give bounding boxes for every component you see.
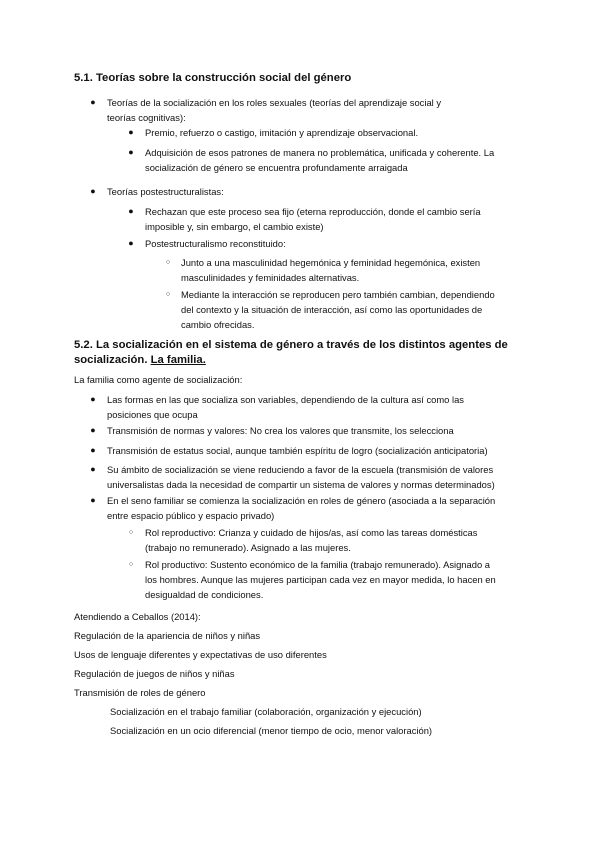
bullet-disc: ● (90, 464, 96, 474)
heading-text: socialización. (74, 354, 151, 366)
list-item-line: Teorías de la socialización en los roles sexuales (teorías del aprendizaje social y (107, 97, 442, 108)
list-item-line: Premio, refuerzo o castigo, imitación y aprendizaje observacional. (145, 127, 419, 138)
text-line: Usos de lenguaje diferentes y expectativas de uso diferentes (74, 649, 327, 660)
list-item-line: Rol reproductivo: Crianza y cuidado de hijos/as, así como las tareas domésticas (145, 527, 478, 538)
bullet-disc: ● (90, 186, 96, 196)
list-item-line: Rol productivo: Sustento económico de la familia (trabajo remunerado). Asignado a (145, 559, 490, 570)
section-heading-5-2-line-2 (74, 353, 206, 368)
list-item-line: (trabajo no remunerado). Asignado a las mujeres. (145, 542, 351, 553)
bullet-disc: ● (90, 97, 96, 107)
list-item-line: Mediante la interacción se reproducen pero también cambian, dependiendo (181, 289, 495, 300)
list-item-line: Su ámbito de socialización se viene reduciendo a favor de la escuela (transmisión de valores (107, 464, 494, 475)
list-item-line: desigualdad de condiciones. (145, 589, 264, 600)
list-item-line: imposible y, sin embargo, el cambio existe) (145, 221, 324, 232)
list-item-line: Transmisión de estatus social, aunque también espíritu de logro (socialización anticipatoria) (107, 445, 488, 456)
list-item-line: Postestructuralismo reconstituido: (145, 238, 286, 249)
list-item-line: masculinidades y feminidades alternativas. (181, 272, 360, 283)
bullet-circle: ○ (128, 529, 134, 536)
list-item-line: Rechazan que este proceso sea fijo (eterna reproducción, donde el cambio sería (145, 206, 481, 217)
list-item-line: Las formas en las que socializa son variables, dependiendo de la cultura así como las (107, 394, 464, 405)
list-item-line: Transmisión de normas y valores: No crea los valores que transmite, los selecciona (107, 425, 454, 436)
bullet-circle: ○ (165, 291, 171, 298)
bullet-circle: ○ (128, 561, 134, 568)
bullet-disc: ● (128, 206, 134, 216)
text-line: Regulación de juegos de niños y niñas (74, 668, 235, 679)
list-item-line: Junto a una masculinidad hegemónica y feminidad hegemónica, existen (181, 257, 481, 268)
bullet-disc: ● (90, 495, 96, 505)
list-item-line: socialización de género se encuentra profundamente arraigada (145, 162, 408, 173)
bullet-disc: ● (128, 127, 134, 137)
heading-underlined-text: La familia. (150, 354, 206, 366)
list-item-line: universalistas dada la necesidad de compartir un sistema de valores y normas determinados) (107, 479, 495, 490)
list-item-line: cambio ofrecidas. (181, 319, 255, 330)
list-item-line: posiciones que ocupa (107, 409, 198, 420)
bullet-disc: ● (90, 425, 96, 435)
bullet-disc: ● (128, 147, 134, 157)
list-item-line: los hombres. Aunque las mujeres participan cada vez en mayor medida, lo hacen en (145, 574, 496, 585)
bullet-disc: ● (90, 394, 96, 404)
text-line: Regulación de la apariencia de niños y niñas (74, 630, 261, 641)
list-item-line: entre espacio público y espacio privado) (107, 510, 275, 521)
list-item-line: Adquisición de esos patrones de manera no problemática, unificada y coherente. La (145, 147, 495, 158)
bullet-disc: ● (90, 445, 96, 455)
list-item-line: En el seno familiar se comienza la socialización en roles de género (asociada a la separación (107, 495, 496, 506)
intro-text: La familia como agente de socialización: (74, 374, 243, 385)
list-item-line: teorías cognitivas): (107, 112, 186, 123)
section-heading-5-2: 5.2. La socialización en el sistema de género a través de los distintos agentes de (74, 339, 508, 351)
text-line: Transmisión de roles de género (74, 687, 206, 698)
list-item-line: del contexto y la situación de interacción, así como las oportunidades de (181, 304, 483, 315)
list-item-line: Teorías postestructuralistas: (107, 186, 224, 197)
indented-text-line: Socialización en un ocio diferencial (menor tiempo de ocio, menor valoración) (110, 725, 433, 736)
bullet-circle: ○ (165, 259, 171, 266)
section-heading-5-1: 5.1. Teorías sobre la construcción social del género (74, 72, 352, 84)
bullet-disc: ● (128, 238, 134, 248)
intro-text: Atendiendo a Ceballos (2014): (74, 611, 201, 622)
indented-text-line: Socialización en el trabajo familiar (colaboración, organización y ejecución) (110, 706, 422, 717)
